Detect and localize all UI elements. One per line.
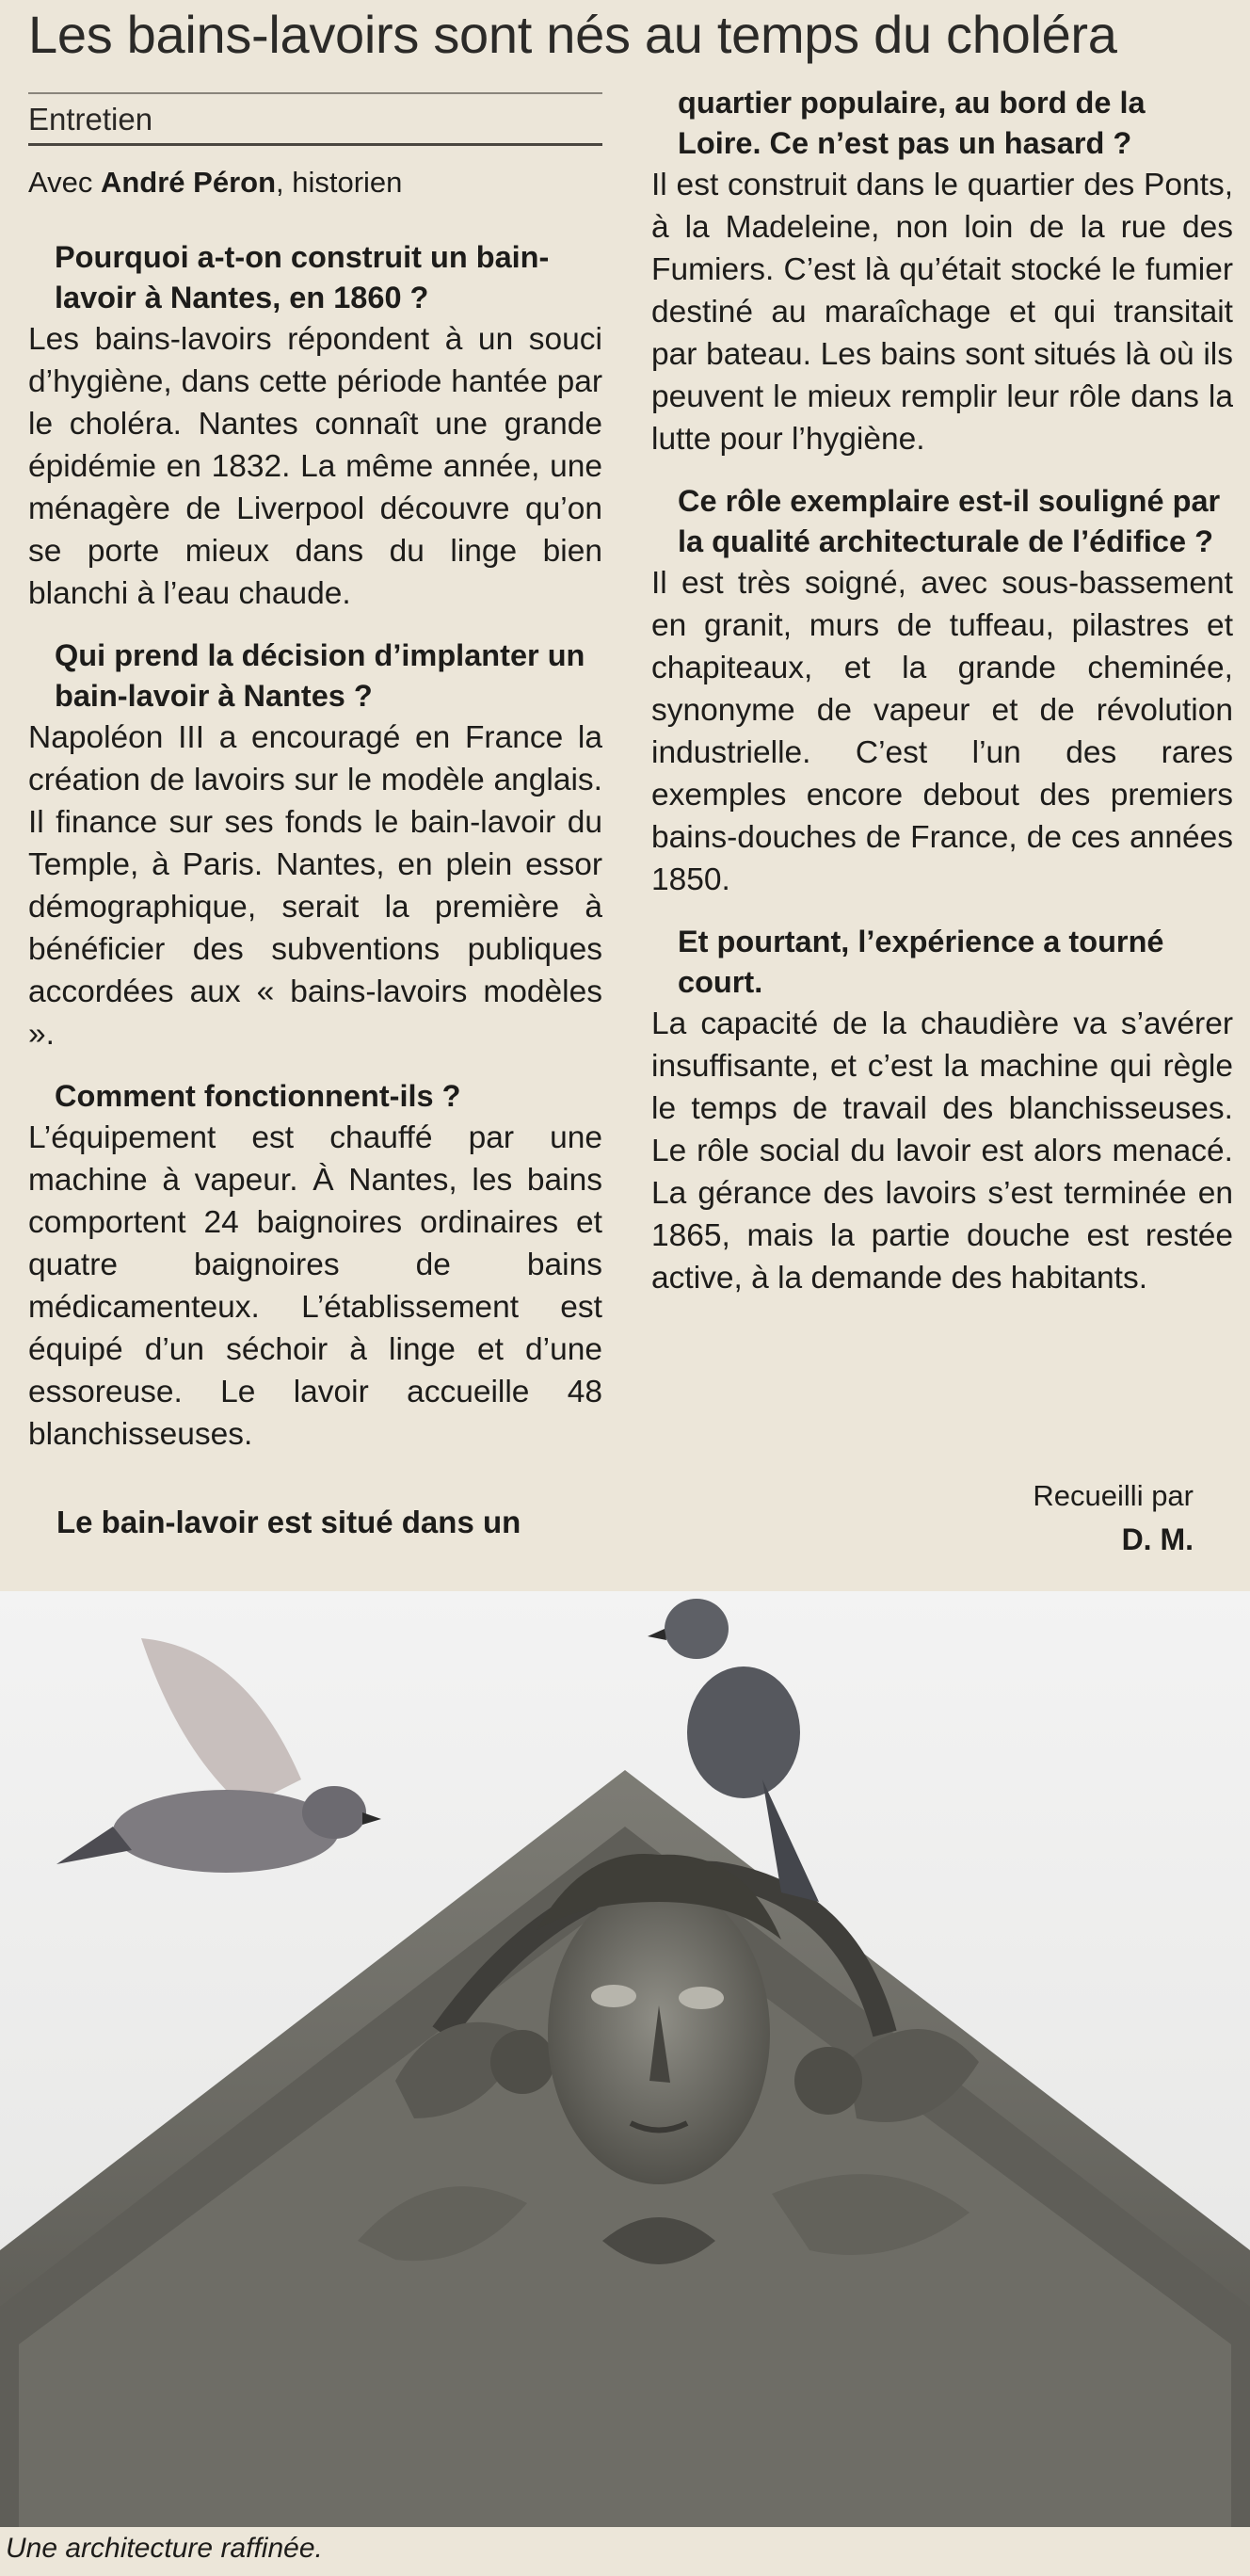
byline <box>28 166 402 200</box>
answer-3: L’équipement est chauffé par une machine à vapeur. À Nantes, les bains comportent 24 baignoires ordinaires et quatre baignoires de bains médicamenteux. L’établissement est équipé d’un séchoir à linge et d’une essoreuse. Le lavoir accueille 48 blanchisseuses. <box>28 1120 602 1452</box>
column-right <box>651 83 1233 1299</box>
question-1: Pourquoi a-t-on construit un bain-lavoir à Nantes, en 1860 ? <box>55 240 550 314</box>
credit-signature: D. M. <box>1121 1522 1194 1556</box>
answer-4: Il est construit dans le quartier des Ponts, à la Madeleine, non loin de la rue des Fumiers. C’est là qu’était stocké le fumier destiné au maraîchage et qui transitait par bateau. Les bains sont situés là où ils peuvent le mieux remplir leur rôle dans la lutte pour l’hygiène. <box>651 168 1233 457</box>
byline-suffix: , historien <box>276 166 403 199</box>
answer-5: Il est très soigné, avec sous-bassement en granit, murs de tuffeau, pilastres et chapiteaux, et la grande cheminée, synonyme de vapeur et de révolution industrielle. C’est l’un des rares exemples encore debout des premiers bains-douches de France, de ces années 1850. <box>651 566 1233 897</box>
question-4-continued: quartier populaire, au bord de la Loire. Ce n’est pas un hasard ? <box>678 86 1146 160</box>
interviewee-name: André Péron <box>100 166 277 199</box>
question-4-start: Le bain-lavoir est situé dans un <box>56 1505 521 1539</box>
section-label: Entretien <box>28 102 153 137</box>
photo-sculpted-face-with-pigeons <box>0 1591 1250 2527</box>
byline-prefix: Avec <box>28 166 101 199</box>
credit <box>1033 1474 1194 1561</box>
section-rule <box>28 143 602 146</box>
column-left <box>28 237 602 1456</box>
question-3: Comment fonctionnent-ils ? <box>55 1079 461 1113</box>
answer-2: Napoléon III a encouragé en France la création de lavoirs sur le modèle anglais. Il finance sur ses fonds le bain-lavoir du Temple, à Paris. Nantes, en plein essor démographique, serait la première à bénéficier des subventions publiques accordées aux « bains-lavoirs modèles ». <box>28 720 602 1052</box>
answer-6: La capacité de la chaudière va s’avérer insuffisante, et c’est la machine qui règle le temps de travail des blanchisseuses. Le rôle social du lavoir est alors menacé. La gérance des lavoirs s’est terminée en 1865, mais la partie douche est restée active, à la demande des habitants. <box>651 1006 1233 1296</box>
headline: Les bains-lavoirs sont nés au temps du choléra <box>28 5 1117 64</box>
question-2: Qui prend la décision d’implanter un bain-lavoir à Nantes ? <box>55 638 585 713</box>
answer-1: Les bains-lavoirs répondent à un souci d’hygiène, dans cette période hantée par le choléra. Nantes connaît une grande épidémie en 1832. La même année, une ménagère de Liverpool découvre qu’on se porte mieux dans du linge bien blanchi à l’eau chaude. <box>28 322 602 611</box>
question-5: Ce rôle exemplaire est-il souligné par la qualité architecturale de l’édifice ? <box>678 484 1221 558</box>
photo-caption: Une architecture raffinée. <box>6 2533 323 2564</box>
question-6: Et pourtant, l’expérience a tourné court. <box>678 925 1164 999</box>
credit-label: Recueilli par <box>1033 1479 1194 1512</box>
top-rule <box>28 92 602 94</box>
